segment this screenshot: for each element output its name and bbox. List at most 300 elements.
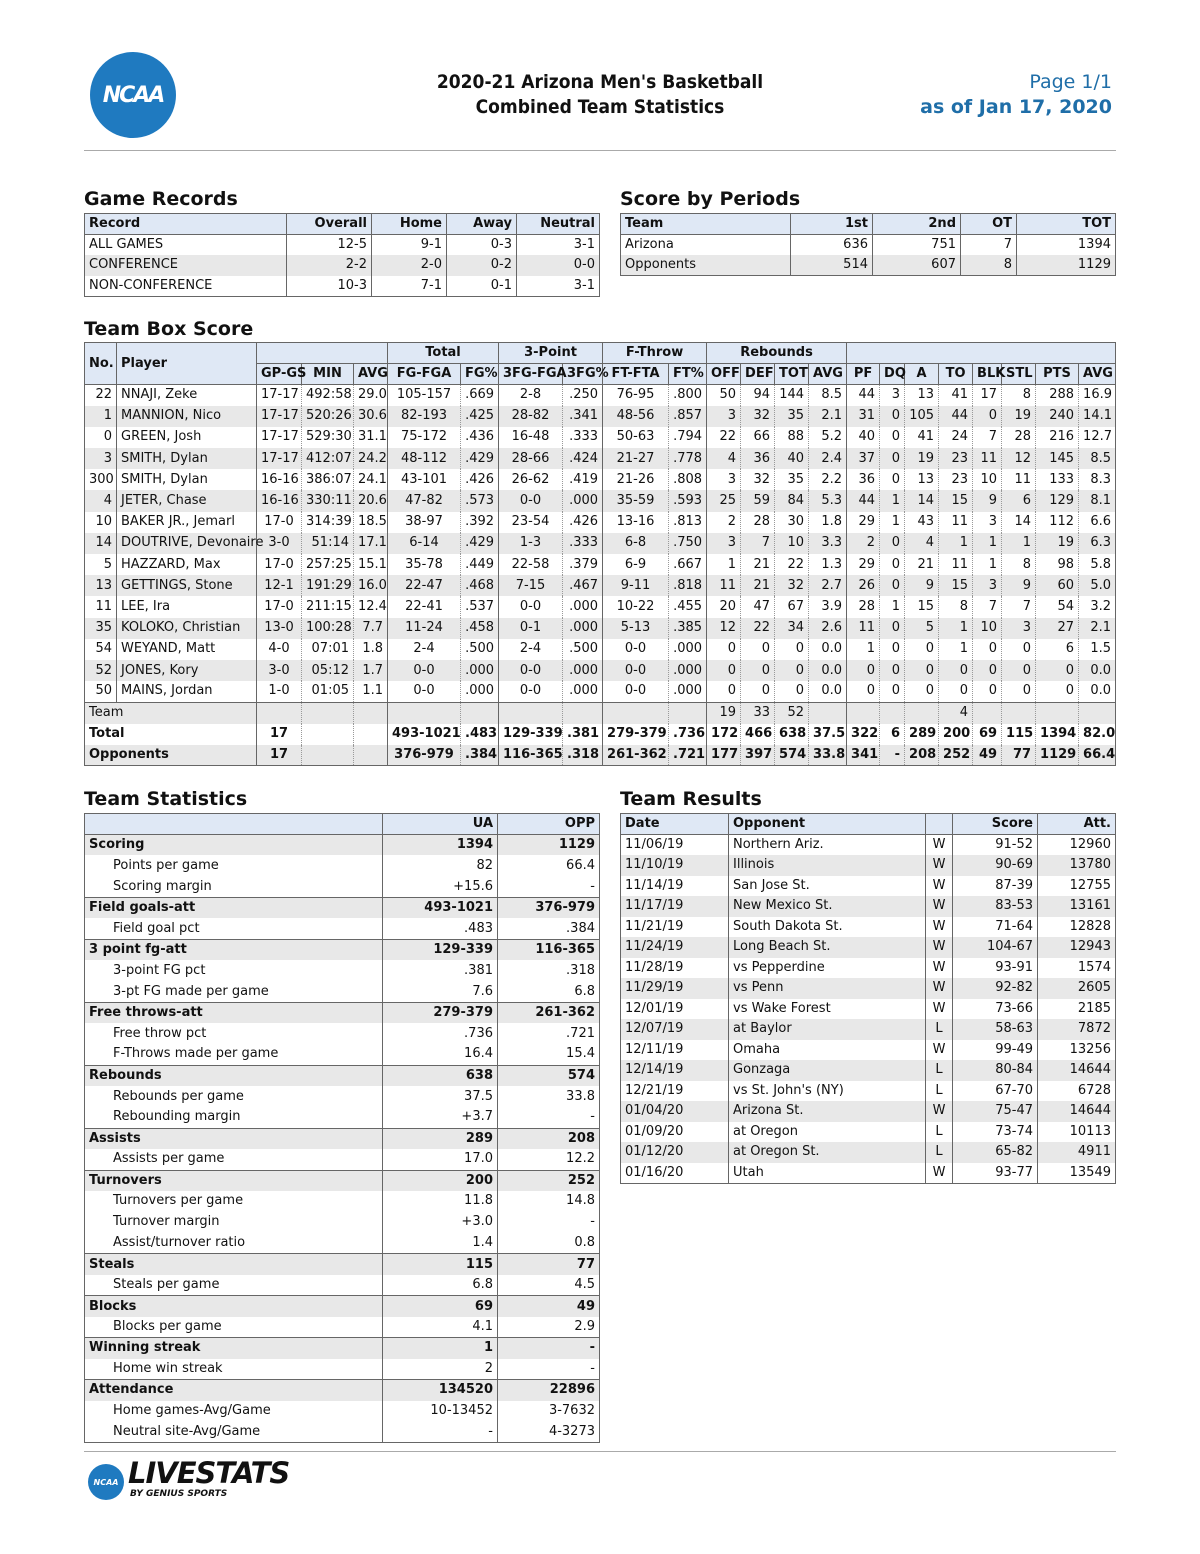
stat-cell: .426 [563, 512, 603, 533]
stat-cell: 23 [939, 469, 973, 490]
stat-cell: 7 [973, 427, 1002, 448]
stat-cell: .318 [563, 745, 603, 766]
column-header: 1st [791, 214, 873, 235]
stat-cell: 28 [847, 596, 880, 617]
stat-cell: 3.9 [809, 596, 847, 617]
stat-cell: .721 [669, 745, 707, 766]
stat-cell: 11-24 [388, 618, 461, 639]
stat-row [85, 1254, 600, 1275]
column-header: AVG [354, 364, 388, 385]
stat-cell: .429 [461, 448, 499, 469]
table-cell: L [926, 1122, 953, 1143]
stat-cell [563, 702, 603, 723]
stat-cell: 8.5 [1079, 448, 1116, 469]
stat-cell: 1 [847, 639, 880, 660]
team-statistics-heading: Team Statistics [84, 788, 248, 810]
table-cell: Gonzaga [729, 1060, 926, 1081]
stat-cell: 252 [939, 745, 973, 766]
stat-cell: 44 [847, 385, 880, 406]
stat-cell: 0 [880, 618, 905, 639]
table-cell: 2605 [1038, 978, 1116, 999]
stat-cell: 75-172 [388, 427, 461, 448]
stat-cell: 6.6 [1079, 512, 1116, 533]
stat-cell: 51:14 [302, 533, 354, 554]
stat-label: Turnovers per game [85, 1191, 383, 1212]
stat-cell: 2.2 [809, 469, 847, 490]
stat-cell: 40 [847, 427, 880, 448]
stat-cell: 0 [1036, 681, 1079, 702]
player-row [85, 448, 1116, 469]
stat-cell: 88 [775, 427, 809, 448]
stat-cell: 0 [1002, 660, 1036, 681]
table-row [85, 276, 600, 297]
table-cell: Utah [729, 1163, 926, 1184]
table-cell: 11/21/19 [621, 917, 729, 938]
opp-value: - [498, 1212, 600, 1233]
stat-cell [669, 702, 707, 723]
table-row [85, 255, 600, 276]
table-row [621, 235, 1116, 256]
stat-cell: 7 [973, 596, 1002, 617]
stat-cell: 133 [1036, 469, 1079, 490]
column-header: 3FG-FGA [499, 364, 563, 385]
table-cell: 8 [961, 255, 1017, 276]
stat-row [85, 1044, 600, 1065]
stat-cell: 0 [707, 660, 741, 681]
stat-cell: 1 [939, 639, 973, 660]
column-header: A [905, 364, 939, 385]
group-blank [257, 343, 388, 364]
ua-value: 638 [383, 1065, 498, 1086]
stat-row [85, 876, 600, 897]
stat-cell: 289 [905, 724, 939, 745]
stat-cell: 16-16 [257, 469, 302, 490]
stat-cell: 172 [707, 724, 741, 745]
table-cell: W [926, 958, 953, 979]
opp-value: 116-365 [498, 939, 600, 960]
stat-cell [1079, 702, 1116, 723]
stat-cell: 5.3 [809, 490, 847, 511]
stat-cell: 47 [741, 596, 775, 617]
stat-cell: 2 [847, 533, 880, 554]
stat-row [85, 1191, 600, 1212]
table-cell: 01/12/20 [621, 1142, 729, 1163]
stat-cell: 11 [939, 512, 973, 533]
stat-cell: 412:07 [302, 448, 354, 469]
stat-cell [847, 702, 880, 723]
team-results-table [620, 813, 1116, 1184]
table-cell: 12/11/19 [621, 1040, 729, 1061]
stat-cell: 1129 [1036, 745, 1079, 766]
table-cell: Arizona St. [729, 1101, 926, 1122]
table-cell: 7-1 [372, 276, 447, 297]
stat-cell: 14 [85, 533, 117, 554]
column-header: TO [939, 364, 973, 385]
stat-label: Rebounding margin [85, 1107, 383, 1128]
stat-cell: 9 [973, 490, 1002, 511]
table-cell: 11/17/19 [621, 896, 729, 917]
stat-cell: 23-54 [499, 512, 563, 533]
report-title [380, 70, 820, 120]
stat-cell: .667 [669, 554, 707, 575]
table-row [621, 937, 1116, 958]
stat-label: Assist/turnover ratio [85, 1233, 383, 1254]
table-cell: W [926, 896, 953, 917]
table-cell: 12960 [1038, 835, 1116, 856]
table-cell: 104-67 [953, 937, 1038, 958]
stat-cell: 60 [1036, 575, 1079, 596]
stat-cell: 15 [939, 490, 973, 511]
stat-cell: .500 [563, 639, 603, 660]
stat-cell: 66 [741, 427, 775, 448]
player-row [85, 406, 1116, 427]
stat-row [85, 1002, 600, 1023]
table-cell: at Oregon St. [729, 1142, 926, 1163]
stat-cell: 0 [880, 660, 905, 681]
stat-row [85, 981, 600, 1002]
player-name: JONES, Kory [117, 660, 257, 681]
stat-cell: 8.5 [809, 385, 847, 406]
table-row [621, 1122, 1116, 1143]
column-header: Home [372, 214, 447, 235]
stat-cell: 15 [905, 596, 939, 617]
ua-value: 115 [383, 1254, 498, 1275]
opp-value: - [498, 1359, 600, 1380]
team-statistics-table [84, 813, 600, 1443]
stat-cell: 3 [707, 469, 741, 490]
table-cell: 65-82 [953, 1142, 1038, 1163]
stat-cell: 16-16 [257, 490, 302, 511]
table-cell: vs Pepperdine [729, 958, 926, 979]
stat-cell: 17-0 [257, 554, 302, 575]
stat-cell: 1 [707, 554, 741, 575]
stat-cell: 21 [741, 575, 775, 596]
ua-value: 6.8 [383, 1275, 498, 1296]
table-cell: 01/04/20 [621, 1101, 729, 1122]
stat-cell: 3.3 [809, 533, 847, 554]
player-row [85, 660, 1116, 681]
stat-cell: 36 [741, 448, 775, 469]
stat-label: Free throw pct [85, 1023, 383, 1044]
stat-cell: 3-0 [257, 660, 302, 681]
stat-cell: 7.7 [354, 618, 388, 639]
stat-cell: 25 [707, 490, 741, 511]
stat-cell: 50 [85, 681, 117, 702]
player-row [85, 385, 1116, 406]
table-cell: vs Wake Forest [729, 999, 926, 1020]
stat-cell: 1 [880, 512, 905, 533]
ua-value: 11.8 [383, 1191, 498, 1212]
column-header: OPP [498, 814, 600, 835]
table-cell: 12/07/19 [621, 1019, 729, 1040]
stat-cell: 9-11 [603, 575, 669, 596]
stat-cell: 6 [1036, 639, 1079, 660]
stat-cell: 8 [1002, 554, 1036, 575]
stat-cell: 0 [939, 660, 973, 681]
stat-cell [354, 702, 388, 723]
page-number: Page 1/1 [1029, 71, 1112, 93]
stat-cell: 4-0 [257, 639, 302, 660]
stat-cell: 638 [775, 724, 809, 745]
column-header: BLK [973, 364, 1002, 385]
stat-cell: 0.0 [809, 681, 847, 702]
stat-cell: 0 [775, 639, 809, 660]
stat-cell: 24 [939, 427, 973, 448]
stat-cell: 2 [707, 512, 741, 533]
stat-cell: 28-66 [499, 448, 563, 469]
table-cell: 2-0 [372, 255, 447, 276]
stat-row [85, 1359, 600, 1380]
stat-cell: 5.8 [1079, 554, 1116, 575]
stat-cell: 22-47 [388, 575, 461, 596]
header-row [85, 214, 600, 235]
column-header: FT-FTA [603, 364, 669, 385]
stat-cell: 300 [85, 469, 117, 490]
stat-cell: 288 [1036, 385, 1079, 406]
stat-cell: 6 [880, 724, 905, 745]
opp-value: 22896 [498, 1380, 600, 1401]
ua-value: +15.6 [383, 876, 498, 897]
column-header: Team [621, 214, 791, 235]
stat-cell: 67 [775, 596, 809, 617]
stat-cell: 43 [905, 512, 939, 533]
column-header: PTS [1036, 364, 1079, 385]
stat-cell: 1-3 [499, 533, 563, 554]
opp-value: 14.8 [498, 1191, 600, 1212]
stat-cell: 3 [973, 575, 1002, 596]
stat-label: Assists [85, 1128, 383, 1149]
stat-cell [1002, 702, 1036, 723]
stat-cell: 59 [741, 490, 775, 511]
ua-value: - [383, 1422, 498, 1443]
stat-cell: 0 [880, 639, 905, 660]
stat-cell: 14 [1002, 512, 1036, 533]
stat-cell: 3 [707, 533, 741, 554]
table-cell: 99-49 [953, 1040, 1038, 1061]
table-cell: 75-47 [953, 1101, 1038, 1122]
table-cell: Arizona [621, 235, 791, 256]
stat-cell: .000 [461, 681, 499, 702]
column-header: AVG [1079, 364, 1116, 385]
stat-row [85, 1401, 600, 1422]
stat-cell: 19 [905, 448, 939, 469]
table-cell: 90-69 [953, 855, 1038, 876]
stat-cell: 2.4 [809, 448, 847, 469]
player-name: WEYAND, Matt [117, 639, 257, 660]
table-cell: 0-0 [517, 255, 600, 276]
column-header: PF [847, 364, 880, 385]
stat-cell: 529:30 [302, 427, 354, 448]
stat-cell: 0-1 [499, 618, 563, 639]
stat-cell: 7-15 [499, 575, 563, 596]
stat-cell: 21-26 [603, 469, 669, 490]
stat-cell: 4 [939, 702, 973, 723]
stat-cell: 216 [1036, 427, 1079, 448]
column-header: Att. [1038, 814, 1116, 835]
stat-cell: 0-0 [603, 681, 669, 702]
stat-cell: .384 [461, 745, 499, 766]
stat-cell: 37.5 [809, 724, 847, 745]
table-row [621, 978, 1116, 999]
stat-cell: .426 [461, 469, 499, 490]
stat-cell: 30.6 [354, 406, 388, 427]
stat-cell: 22 [85, 385, 117, 406]
stat-cell: 77 [1002, 745, 1036, 766]
table-cell: 11/28/19 [621, 958, 729, 979]
column-header: FG-FGA [388, 364, 461, 385]
stat-cell: 35-59 [603, 490, 669, 511]
stat-cell: 24.1 [354, 469, 388, 490]
stat-cell: 7 [1002, 596, 1036, 617]
stat-cell: 386:07 [302, 469, 354, 490]
column-header [926, 814, 953, 835]
stat-cell: 3 [85, 448, 117, 469]
stat-cell: 41 [905, 427, 939, 448]
table-cell: South Dakota St. [729, 917, 926, 938]
stat-cell: 520:26 [302, 406, 354, 427]
stat-cell: .000 [563, 490, 603, 511]
column-header: Opponent [729, 814, 926, 835]
stat-cell: 208 [905, 745, 939, 766]
table-cell: 73-74 [953, 1122, 1038, 1143]
opp-value: 2.9 [498, 1317, 600, 1338]
stat-cell: 52 [85, 660, 117, 681]
stat-cell: 574 [775, 745, 809, 766]
stat-cell: 3-0 [257, 533, 302, 554]
stat-cell: 0.0 [809, 639, 847, 660]
stat-cell: 466 [741, 724, 775, 745]
stat-cell: 6 [1002, 490, 1036, 511]
stat-cell: 7 [741, 533, 775, 554]
stat-cell: 6-9 [603, 554, 669, 575]
table-cell: 12755 [1038, 876, 1116, 897]
stat-cell: 1 [939, 618, 973, 639]
ua-value: +3.0 [383, 1212, 498, 1233]
table-cell: W [926, 1101, 953, 1122]
stat-cell: 0 [880, 554, 905, 575]
ncaa-logo: NCAA [90, 52, 176, 138]
ua-value: .381 [383, 960, 498, 981]
stat-cell: 1 [1002, 533, 1036, 554]
stat-cell: 0 [741, 639, 775, 660]
player-name: NNAJI, Zeke [117, 385, 257, 406]
stat-cell: 22-58 [499, 554, 563, 575]
table-row [621, 1163, 1116, 1184]
ua-value: 493-1021 [383, 897, 498, 918]
stat-cell: 17-17 [257, 406, 302, 427]
table-row [621, 876, 1116, 897]
title-line-2: Combined Team Statistics [475, 96, 725, 118]
stat-cell: 0-0 [603, 660, 669, 681]
group-fthrow: F-Throw [603, 343, 707, 364]
stat-cell: 35 [85, 618, 117, 639]
table-cell: 514 [791, 255, 873, 276]
stat-cell: 10 [775, 533, 809, 554]
stat-cell: 13 [85, 575, 117, 596]
stat-cell: 17.1 [354, 533, 388, 554]
stat-cell: 2.1 [809, 406, 847, 427]
stat-cell: 0 [880, 575, 905, 596]
stat-row [85, 1296, 600, 1317]
opp-value: 208 [498, 1128, 600, 1149]
table-cell: 1574 [1038, 958, 1116, 979]
table-cell: vs Penn [729, 978, 926, 999]
stat-label: Turnover margin [85, 1212, 383, 1233]
opp-value: - [498, 1107, 600, 1128]
stat-cell: 0 [775, 660, 809, 681]
stat-cell: 21 [741, 554, 775, 575]
stat-row [85, 1212, 600, 1233]
table-cell: Northern Ariz. [729, 835, 926, 856]
stat-cell: 21-27 [603, 448, 669, 469]
table-cell: 2185 [1038, 999, 1116, 1020]
stat-cell: 44 [847, 490, 880, 511]
table-cell: 93-77 [953, 1163, 1038, 1184]
stat-cell: 1.5 [1079, 639, 1116, 660]
stat-cell: 492:58 [302, 385, 354, 406]
table-cell: L [926, 1081, 953, 1102]
stat-cell: .381 [563, 724, 603, 745]
genius-sports-tagline: BY GENIUS SPORTS [130, 1489, 228, 1499]
stat-cell: 34 [775, 618, 809, 639]
stat-cell: 49 [973, 745, 1002, 766]
stat-cell: 105-157 [388, 385, 461, 406]
stat-cell: 191:29 [302, 575, 354, 596]
opp-value: - [498, 876, 600, 897]
stat-cell: 20.6 [354, 490, 388, 511]
stat-cell: 47-82 [388, 490, 461, 511]
box-score-heading: Team Box Score [84, 318, 254, 340]
col-no: No. [85, 343, 117, 385]
stat-cell: .537 [461, 596, 499, 617]
stat-cell: 54 [1036, 596, 1079, 617]
stat-cell: 6-8 [603, 533, 669, 554]
table-cell: 0-2 [447, 255, 517, 276]
stat-cell: 0 [880, 533, 905, 554]
stat-cell: 17 [257, 745, 302, 766]
stat-row [85, 960, 600, 981]
table-row [621, 917, 1116, 938]
table-cell: W [926, 999, 953, 1020]
column-header: TOT [775, 364, 809, 385]
stat-cell: 43-101 [388, 469, 461, 490]
stat-cell: 0-0 [388, 681, 461, 702]
table-cell: 12828 [1038, 917, 1116, 938]
page-info [920, 70, 1112, 120]
stat-cell: 8.1 [1079, 490, 1116, 511]
column-header: Date [621, 814, 729, 835]
group-rebounds: Rebounds [707, 343, 847, 364]
stat-cell: .778 [669, 448, 707, 469]
stat-cell: .341 [563, 406, 603, 427]
stat-row [85, 1422, 600, 1443]
stat-label: Home win streak [85, 1359, 383, 1380]
stat-cell: 1 [880, 490, 905, 511]
stat-row [85, 1149, 600, 1170]
stat-label: 3-pt FG made per game [85, 981, 383, 1002]
stat-cell: .000 [563, 660, 603, 681]
stat-cell: .000 [461, 660, 499, 681]
player-row [85, 512, 1116, 533]
stat-cell: .000 [669, 660, 707, 681]
stat-cell [302, 724, 354, 745]
stat-cell: 22 [707, 427, 741, 448]
stat-cell: 3 [973, 512, 1002, 533]
stat-cell: 33.8 [809, 745, 847, 766]
stat-cell: 0-0 [388, 660, 461, 681]
table-cell: 93-91 [953, 958, 1038, 979]
stat-cell: 129-339 [499, 724, 563, 745]
